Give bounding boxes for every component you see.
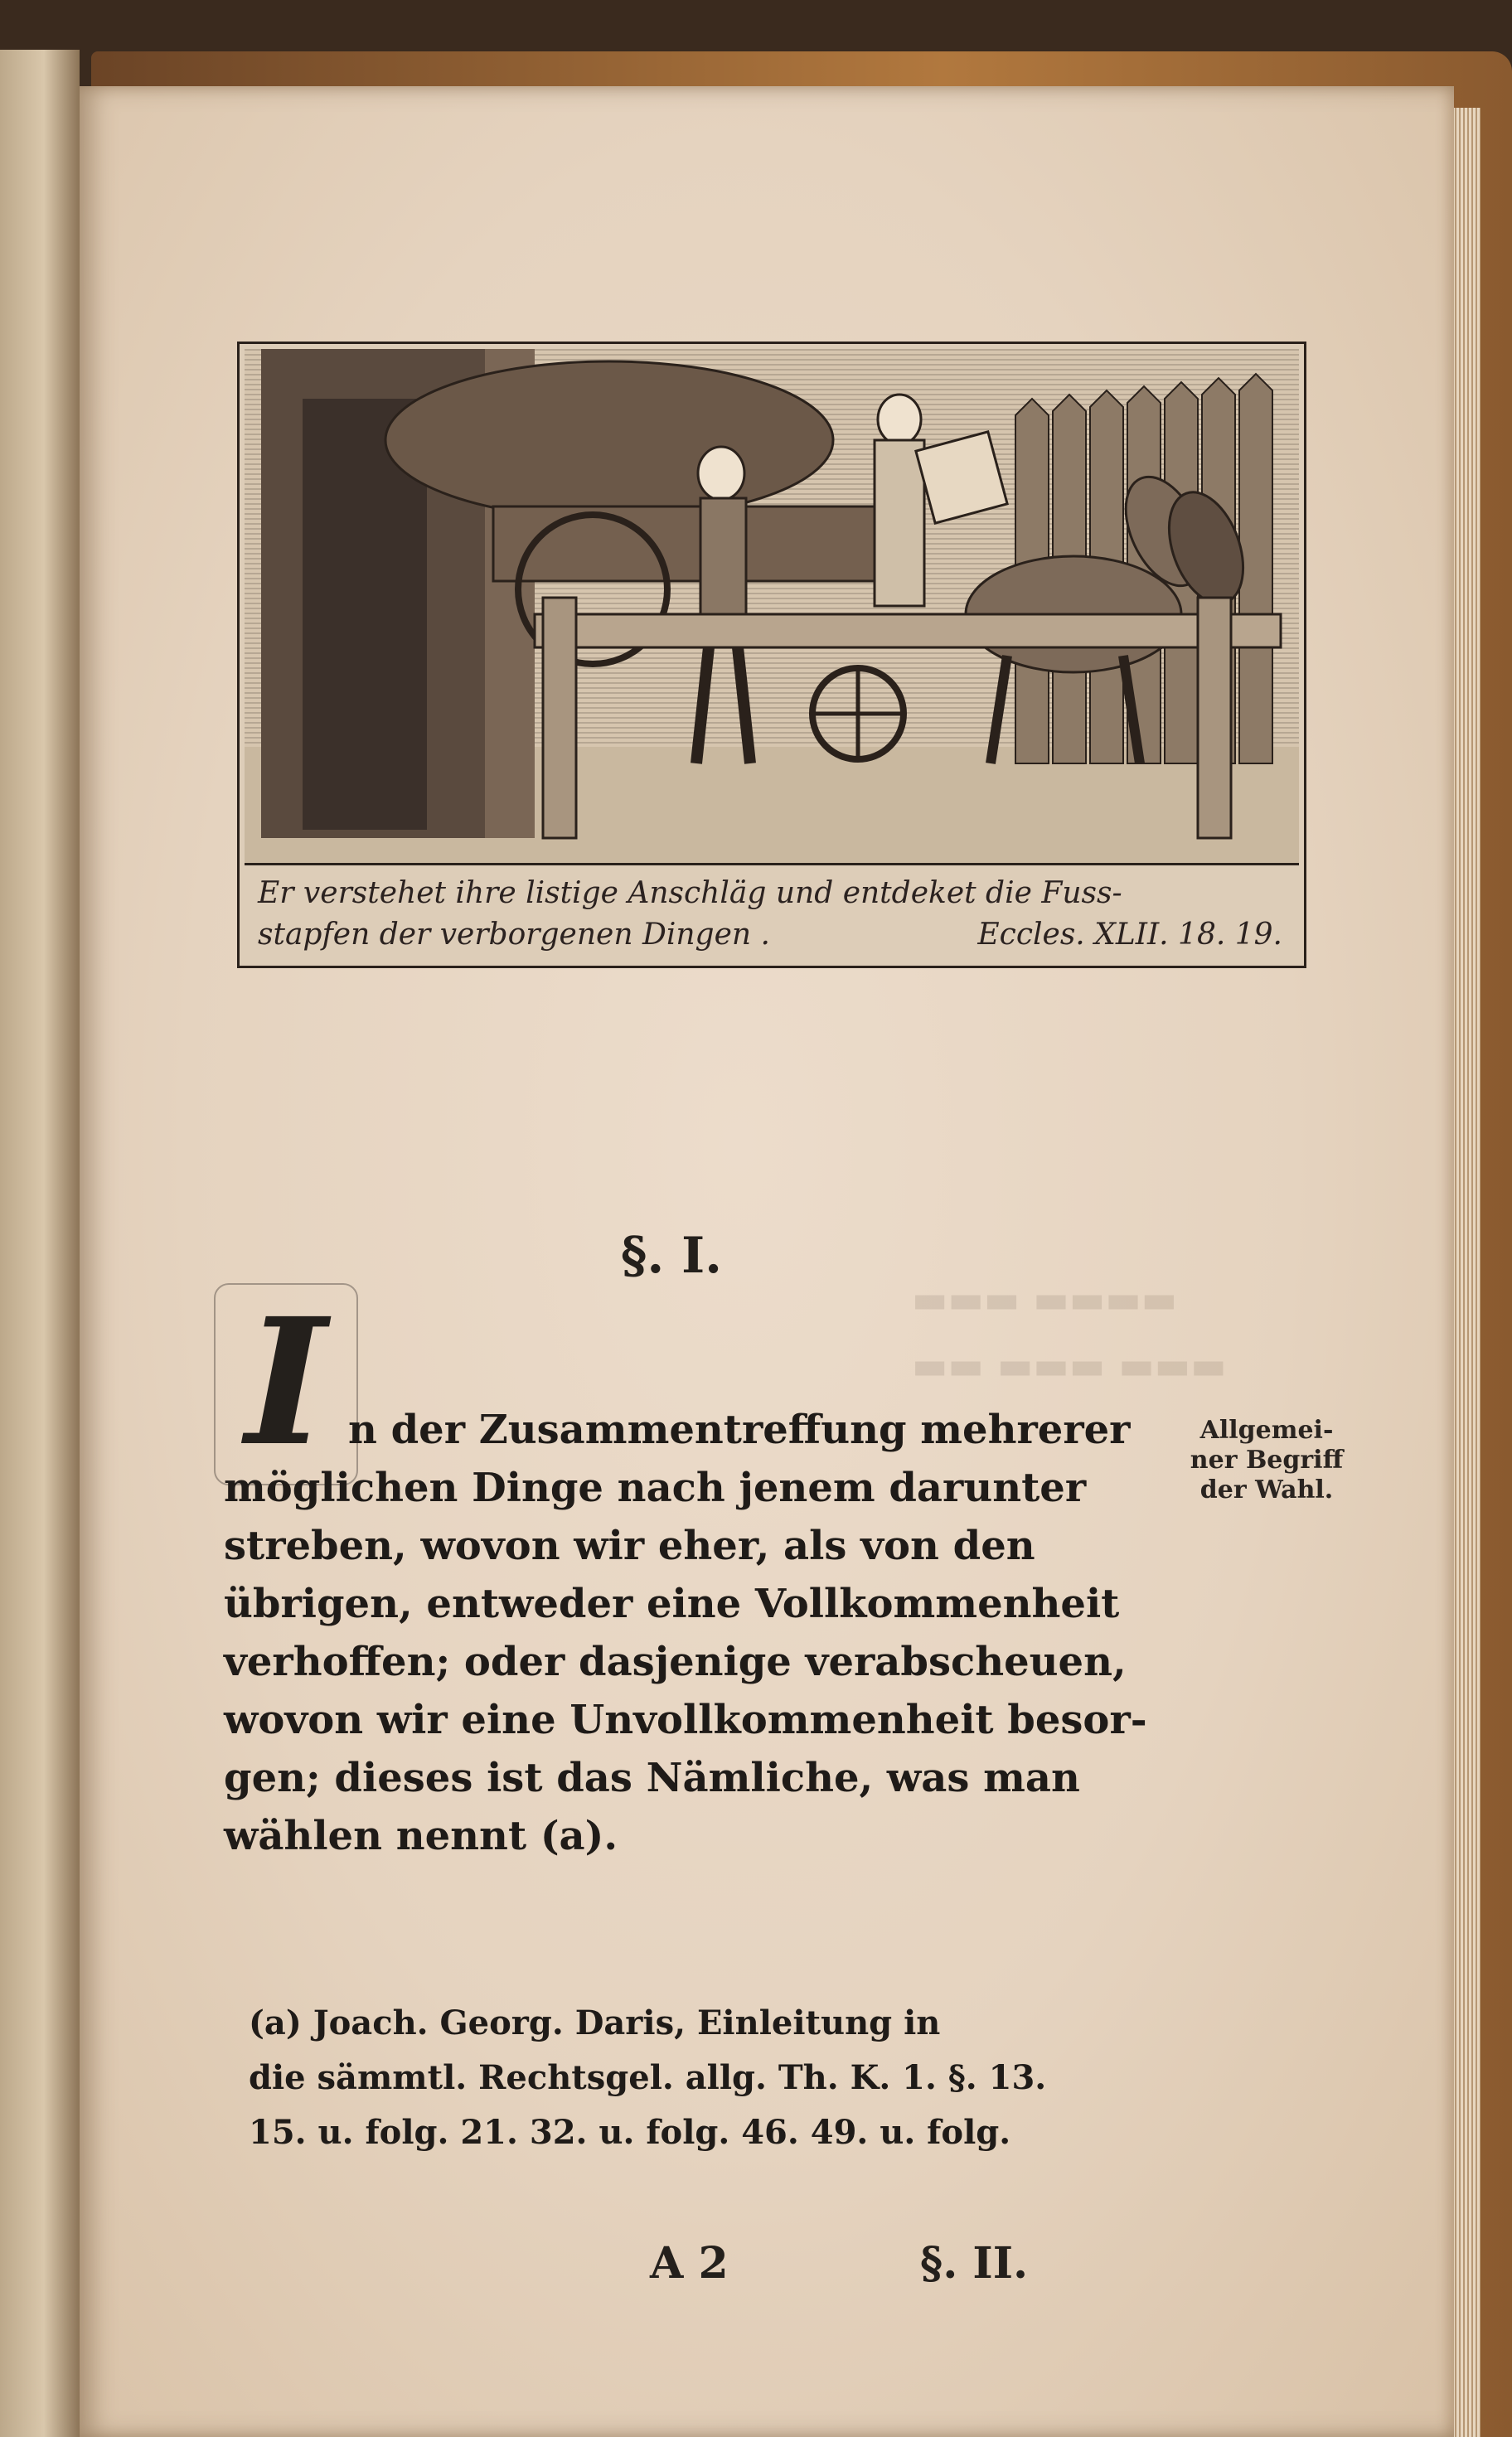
bleed-through-text: ▬▬ ▬▬▬ ▬▬▬: [912, 1343, 1227, 1388]
body-line: verhoffen; oder dasjenige verabscheuen,: [224, 1639, 1127, 1685]
page-signature: A 2: [650, 2238, 729, 2289]
body-paragraph: [224, 1401, 1147, 1865]
body-line: streben, wovon wir eher, als von den: [224, 1523, 1035, 1569]
margin-note-line: ner Begriff: [1190, 1446, 1344, 1475]
engraving-illustration: [245, 349, 1299, 865]
catchword: §. II.: [920, 2238, 1029, 2289]
wagon-scene-image: [245, 349, 1299, 863]
footnote: [249, 1996, 1144, 2160]
footnote-line: (a) Joach. Georg. Daris, Einleitung in: [249, 2003, 941, 2042]
footnote-line: die sämmtl. Rechtsgel. allg. Th. K. 1. §. 13.: [249, 2058, 1047, 2097]
caption-reference: Eccles. XLII. 18. 19.: [977, 918, 1282, 952]
margin-note-line: der Wahl.: [1199, 1475, 1334, 1504]
engraving-caption: [245, 868, 1299, 961]
page-edges: [1452, 108, 1480, 2437]
body-line: möglichen Dinge nach jenem darunter: [224, 1465, 1087, 1511]
margin-note-line: Allgemei-: [1199, 1416, 1334, 1445]
left-page-edge: [0, 50, 80, 2437]
body-line: übrigen, entweder eine Vollkommenheit: [224, 1581, 1120, 1627]
body-line: wählen nennt (a).: [224, 1813, 618, 1859]
drop-cap: I: [214, 1283, 358, 1485]
body-line: gen; dieses ist das Nämliche, was man: [224, 1755, 1080, 1801]
body-line: n der Zusammentreffung mehrerer: [348, 1407, 1131, 1453]
section-heading: §. I.: [620, 1227, 723, 1285]
caption-line-2: stapfen der verborgenen Dingen .: [258, 918, 770, 952]
engraving-plate: [237, 342, 1306, 968]
body-line: wovon wir eine Unvollkommenheit besor-: [224, 1697, 1147, 1743]
bleed-through-text: ▬▬▬ ▬▬▬▬: [912, 1277, 1178, 1321]
margin-note: [1175, 1416, 1358, 1505]
footnote-line: 15. u. folg. 21. 32. u. folg. 46. 49. u. folg.: [249, 2113, 1011, 2152]
caption-line-1: Er verstehet ihre listige Anschläg und entdeket die Fuss-: [258, 876, 1122, 910]
